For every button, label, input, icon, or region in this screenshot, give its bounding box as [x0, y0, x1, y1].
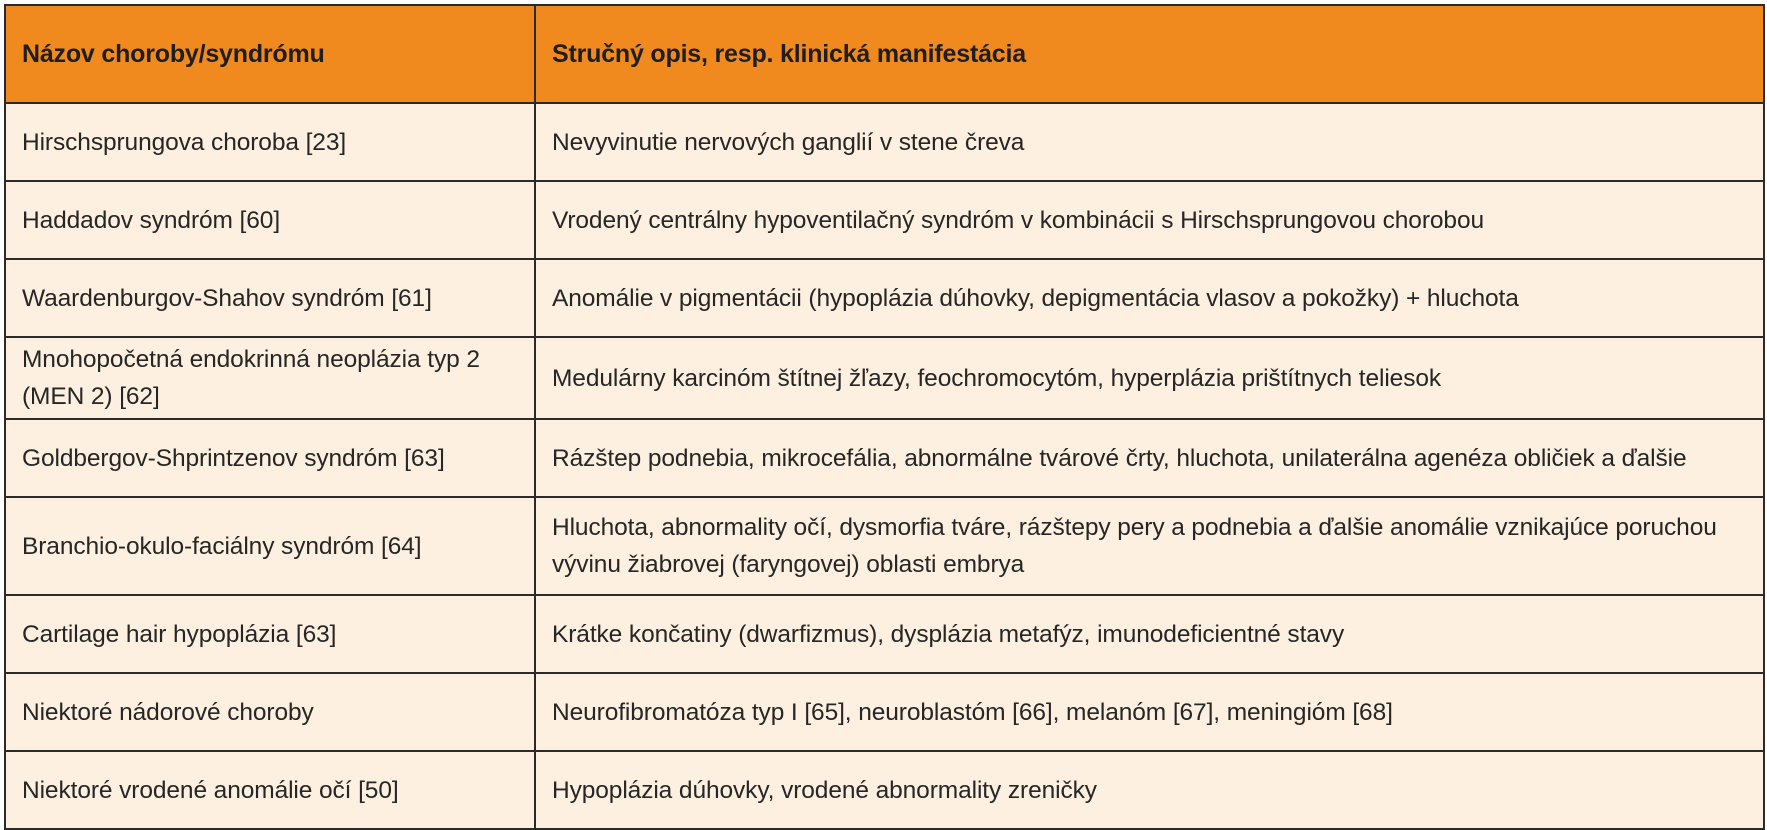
disease-table-container: [4, 4, 1763, 804]
disease-name-cell: Branchio-okulo-faciálny syndróm [64]: [5, 497, 535, 595]
table-row: [5, 259, 1764, 337]
description-cell: Hluchota, abnormality očí, dysmorfia tváre, rázštepy pery a podnebia a ďalšie anomálie vznikajúce poruchou vývinu žiabrovej (faryngovej) oblasti embrya: [535, 497, 1764, 595]
description-cell: Neurofibromatóza typ I [65], neuroblastóm [66], melanóm [67], meningióm [68]: [535, 673, 1764, 751]
disease-name-cell: Hirschsprungova choroba [23]: [5, 103, 535, 181]
disease-name-cell: Mnohopočetná endokrinná neoplázia typ 2 (MEN 2) [62]: [5, 337, 535, 419]
table-row: [5, 497, 1764, 595]
description-cell: Vrodený centrálny hypoventilačný syndróm v kombinácii s Hirschsprungovou chorobou: [535, 181, 1764, 259]
table-row: [5, 103, 1764, 181]
disease-name-cell: Cartilage hair hypoplázia [63]: [5, 595, 535, 673]
description-cell: Nevyvinutie nervových ganglií v stene čreva: [535, 103, 1764, 181]
description-cell: Krátke končatiny (dwarfizmus), dysplázia metafýz, imunodeficientné stavy: [535, 595, 1764, 673]
column-header-disease-name: Názov choroby/syndrómu: [5, 5, 535, 103]
table-row: [5, 673, 1764, 751]
disease-name-cell: Goldbergov-Shprintzenov syndróm [63]: [5, 419, 535, 497]
table-row: [5, 181, 1764, 259]
table-row: [5, 595, 1764, 673]
table-row: [5, 337, 1764, 419]
description-cell: Rázštep podnebia, mikrocefália, abnormálne tvárové črty, hluchota, unilaterálna agenéza obličiek a ďalšie: [535, 419, 1764, 497]
disease-name-cell: Niektoré nádorové choroby: [5, 673, 535, 751]
description-cell: Medulárny karcinóm štítnej žľazy, feochromocytóm, hyperplázia prištítnych teliesok: [535, 337, 1764, 419]
table-row: [5, 751, 1764, 829]
disease-name-cell: Haddadov syndróm [60]: [5, 181, 535, 259]
description-cell: Anomálie v pigmentácii (hypoplázia dúhovky, depigmentácia vlasov a pokožky) + hluchota: [535, 259, 1764, 337]
disease-name-cell: Waardenburgov-Shahov syndróm [61]: [5, 259, 535, 337]
column-header-description: Stručný opis, resp. klinická manifestácia: [535, 5, 1764, 103]
disease-name-cell: Niektoré vrodené anomálie očí [50]: [5, 751, 535, 829]
description-cell: Hypoplázia dúhovky, vrodené abnormality zreničky: [535, 751, 1764, 829]
table-header-row: [5, 5, 1764, 103]
table-row: [5, 419, 1764, 497]
disease-table: [4, 4, 1765, 830]
